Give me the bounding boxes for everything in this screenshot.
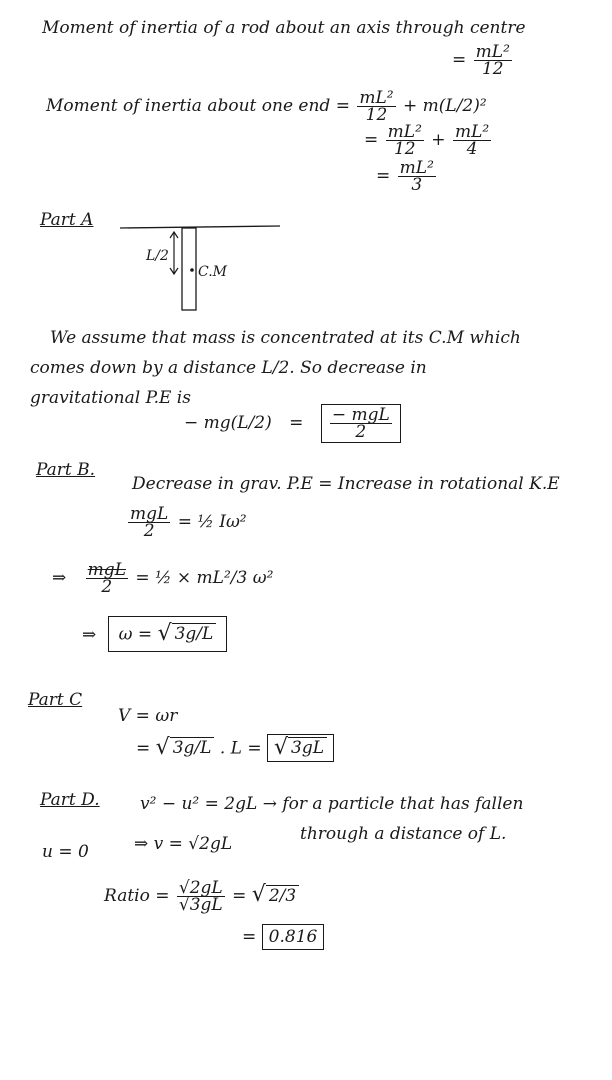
radicand: 2/3: [266, 885, 299, 906]
part-a-text-3: gravitational P.E is: [30, 388, 191, 408]
numerator: mL²: [387, 122, 422, 142]
moi-centre-result: [452, 44, 514, 77]
rod: [182, 228, 196, 310]
part-c-heading: Part C: [28, 690, 83, 710]
equals-sign: =: [452, 50, 467, 70]
plus-sign: +: [431, 130, 446, 150]
part-b-text-1: Decrease in grav. P.E = Increase in rotational K.E: [132, 474, 560, 494]
part-b-heading: Part B.: [36, 460, 96, 480]
numerator: √2gL: [178, 878, 223, 898]
equals-sign: =: [242, 927, 257, 947]
denominator: 4: [466, 139, 478, 159]
times-l-equals: . L =: [219, 738, 262, 759]
part-b-eq2-rhs: = ½ × mL²/3 ω²: [135, 568, 274, 588]
part-d-note-1: → for a particle that has fallen: [262, 794, 524, 814]
pivot-line: [120, 226, 280, 228]
numerator: − mgL: [331, 405, 390, 425]
denominator: 12: [481, 59, 504, 79]
equals-sign: =: [136, 738, 151, 759]
moi-end-text: Moment of inertia about one end =: [46, 96, 350, 116]
ratio-label: Ratio =: [104, 886, 170, 906]
moi-end-term2: + m(L/2)²: [403, 96, 487, 116]
numerator: mL²: [475, 42, 510, 62]
numerator: mL²: [454, 122, 490, 142]
moi-step2-term2: [453, 124, 491, 157]
part-c-answer-box: [267, 734, 334, 762]
fig-label-length: L/2: [146, 248, 169, 264]
numerator: mgL: [130, 504, 169, 524]
sqrt-3g-over-l: [157, 620, 217, 646]
part-b-eq1-lhs: [128, 506, 170, 539]
part-d-note-2: through a distance of L.: [300, 824, 507, 844]
moi-centre-fraction: [474, 44, 512, 77]
part-d-eq-2: ⇒ v = √2gL: [134, 834, 233, 854]
denominator: 2: [101, 577, 113, 597]
sqrt-3g-over-l: [155, 734, 215, 760]
radical-sign: √: [157, 620, 172, 646]
part-c-eq-1: V = ωr: [118, 706, 178, 726]
part-b-eq2-lhs: [86, 562, 128, 595]
part-a-answer-line: [184, 404, 401, 443]
denominator: 12: [365, 105, 388, 125]
part-b-answer-line: [82, 616, 227, 652]
part-d-eq-1: [140, 794, 523, 814]
numerator: mgL: [87, 560, 126, 580]
rod-figure: [110, 222, 410, 322]
part-c-eq-2: [136, 734, 334, 762]
center-of-mass-dot: [190, 268, 194, 272]
denominator: 2: [143, 521, 155, 541]
part-d-ratio-line: [104, 880, 299, 913]
part-b-eq-2: [52, 562, 273, 595]
part-b-answer-box: [108, 616, 228, 652]
radicand: 3gL: [288, 737, 327, 758]
part-a-text-1: We assume that mass is concentrated at its C.M which: [50, 328, 521, 348]
implies-arrow: ⇒: [82, 624, 97, 645]
ratio-fraction: [177, 880, 225, 913]
part-b-eq-1: [126, 506, 247, 539]
kinematics-equation: v² − u² = 2gL: [140, 794, 258, 814]
moi-end-line: [46, 90, 487, 123]
equals-sign: =: [232, 886, 247, 906]
moi-centre-text: Moment of inertia of a rod about an axis through centre: [42, 18, 526, 38]
denominator: 3: [411, 175, 423, 195]
radical-sign: √: [251, 882, 266, 907]
moi-step2-term1: [386, 124, 424, 157]
radicand: 3g/L: [172, 623, 217, 644]
numerator: mL²: [359, 88, 394, 108]
fig-label-cm: C.M: [198, 264, 227, 280]
part-a-heading: Part A: [40, 210, 94, 230]
equals-sign: =: [376, 166, 391, 186]
moi-step3: [376, 160, 438, 193]
moi-end-term1: [357, 90, 395, 123]
sqrt-two-thirds: [251, 882, 299, 907]
radicand: 3g/L: [170, 737, 215, 758]
part-a-answer-fraction: [330, 407, 392, 440]
part-d-final-line: [242, 924, 324, 950]
part-a-text-2: comes down by a distance L/2. So decrease in: [30, 358, 427, 378]
sqrt-3gl: [273, 734, 327, 760]
denominator: √3gL: [178, 895, 223, 915]
moi-step2: [364, 124, 493, 157]
part-a-expression: − mg(L/2): [184, 413, 272, 433]
denominator: 12: [393, 139, 416, 159]
omega-equals: ω =: [118, 624, 153, 645]
numerator: mL²: [399, 158, 434, 178]
denominator: 2: [355, 422, 367, 442]
part-d-answer-box: 0.816: [262, 924, 325, 950]
implies-arrow: ⇒: [52, 568, 67, 588]
part-a-answer-box: [321, 404, 401, 443]
part-d-u-zero: u = 0: [42, 842, 89, 862]
moi-step3-fraction: [398, 160, 436, 193]
radical-sign: √: [155, 734, 170, 760]
equals-sign: =: [364, 130, 379, 150]
part-d-heading: Part D.: [40, 790, 100, 810]
radical-sign: √: [273, 734, 288, 760]
equals-sign: =: [289, 413, 304, 433]
part-b-eq1-rhs: = ½ Iω²: [177, 512, 247, 532]
